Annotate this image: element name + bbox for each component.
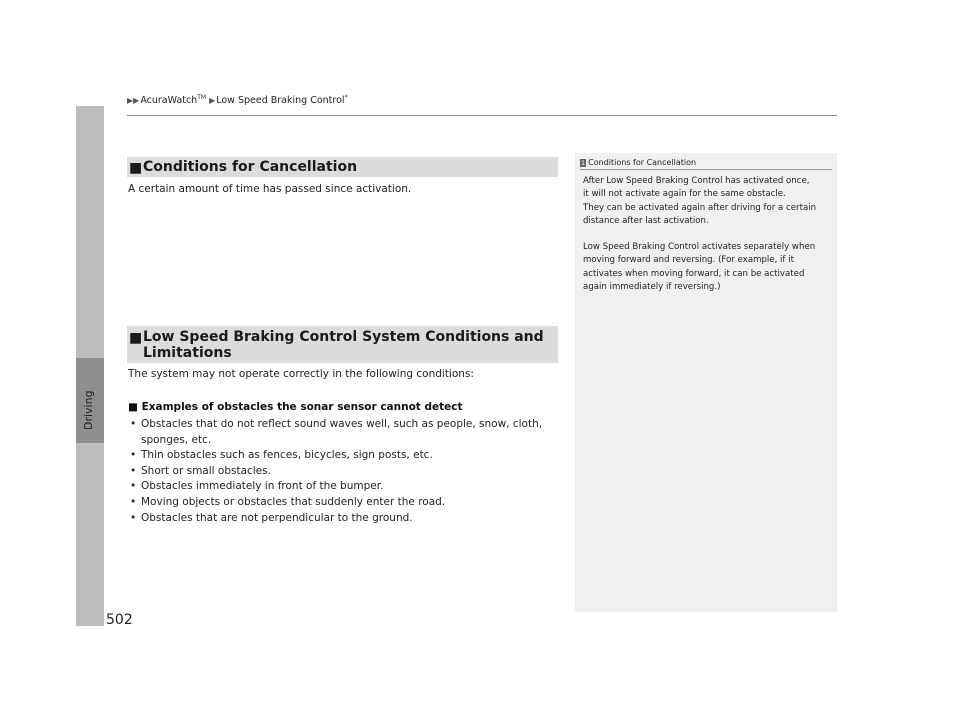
breadcrumb-item-low-speed-braking[interactable]: Low Speed Braking Control — [216, 95, 345, 107]
list-item: • Obstacles immediately in front of the bumper. — [130, 480, 384, 493]
limitations-title-line1: Low Speed Braking Control System Conditions and — [143, 329, 544, 345]
section-heading-limitations — [127, 326, 558, 363]
page-number: 502 — [106, 612, 133, 628]
note-number-badge: 1 — [581, 159, 586, 167]
obstacle-list — [128, 417, 542, 526]
list-item: • Obstacles that do not reflect sound waves well, such as people, snow, cloth, — [130, 418, 543, 430]
limitations-title-line2: Limitations — [143, 345, 232, 361]
list-item: • Moving objects or obstacles that suddenly enter the road. — [130, 495, 446, 508]
side-note-rule — [580, 169, 832, 170]
side-note-paragraph-1: After Low Speed Braking Control has activated once, it will not activate again for the same obstacle. They can be activated again after driving for a certain distance after last activation. — [583, 176, 817, 226]
chapter-label: Driving — [82, 390, 95, 430]
breadcrumb-arrow-icon: ▶ — [209, 96, 216, 106]
limitations-intro: The system may not operate correctly in the following conditions: — [128, 368, 474, 380]
breadcrumb-arrow-icon: ▶▶ — [127, 96, 140, 106]
square-bullet-icon: ■ — [129, 330, 143, 346]
section-heading-cancellation: ■ Conditions for Cancellation — [127, 157, 558, 177]
trademark-mark: TM — [197, 94, 207, 101]
header-rule — [127, 115, 837, 116]
list-item: • Thin obstacles such as fences, bicycles, sign posts, etc. — [130, 449, 433, 462]
list-item: • Obstacles that are not perpendicular to the ground. — [130, 511, 413, 524]
breadcrumb-item-acurawatch[interactable]: AcuraWatch — [140, 95, 198, 107]
side-note-paragraph-2: Low Speed Braking Control activates separately when moving forward and reversing. (For example, if it activates when moving forward, it can be activated again immediately if reversing.) — [583, 242, 816, 292]
square-bullet-icon: ■ — [128, 401, 138, 413]
cancellation-body: A certain amount of time has passed since activation. — [128, 183, 412, 195]
obstacles-subheading: ■ Examples of obstacles the sonar sensor cannot detect — [128, 401, 463, 413]
list-item-continuation: sponges, etc. — [141, 433, 212, 446]
breadcrumb — [127, 94, 348, 106]
list-item: • Short or small obstacles. — [130, 464, 271, 477]
square-bullet-icon: ■ — [129, 160, 143, 176]
side-note-title: 1 Conditions for Cancellation — [581, 158, 697, 167]
asterisk-mark: * — [344, 94, 348, 101]
